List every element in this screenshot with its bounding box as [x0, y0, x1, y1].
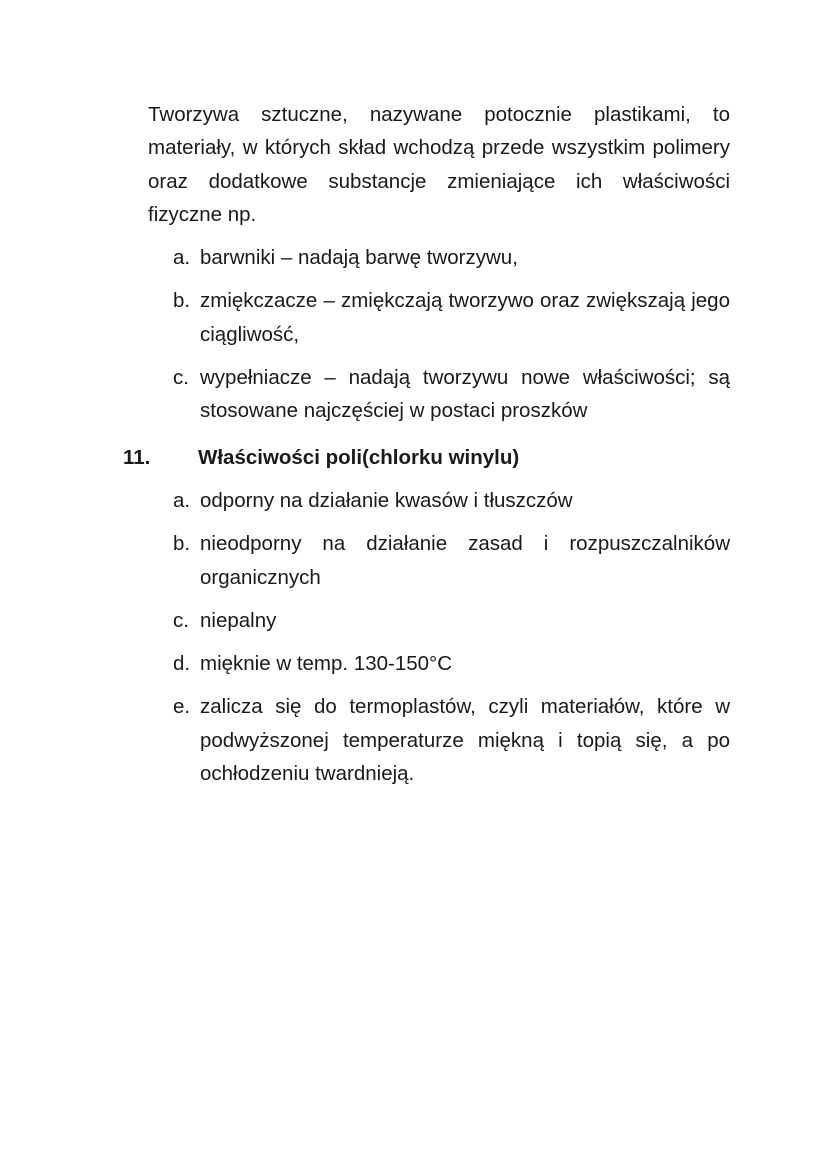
list-item-text: mięknie w temp. 130-150°C	[200, 652, 453, 676]
list-item-text: odporny na działanie kwasów i tłuszczów	[200, 489, 573, 512]
list-item	[173, 690, 730, 790]
list-marker: d.	[173, 652, 191, 676]
list-marker: e.	[173, 695, 191, 719]
list-item	[173, 241, 730, 274]
list-item-text: zalicza się do termoplastów, czyli materiałów, które w podwyższonej temperaturze miękną i topią się, a po ochłodzeniu twardnieją.	[200, 695, 730, 786]
list-item-text: wypełniacze – nadają tworzywu nowe właściwości; są stosowane najczęściej w postaci proszków	[200, 365, 730, 423]
section-title: Właściwości poli(chlorku winylu)	[198, 446, 520, 469]
list-item	[173, 604, 730, 637]
list-marker: a.	[173, 489, 191, 512]
list-marker: c.	[173, 365, 189, 389]
list-marker: b.	[173, 289, 191, 313]
list-item	[173, 361, 730, 428]
additives-list	[173, 241, 730, 437]
list-item	[173, 647, 730, 680]
list-marker: c.	[173, 608, 189, 632]
list-item-text: barwniki – nadają barwę tworzywu,	[200, 246, 518, 269]
list-item	[173, 284, 730, 351]
list-item-text: zmiękczacze – zmiękczają tworzywo oraz zwiększają jego ciągliwość,	[200, 289, 730, 346]
section-heading	[123, 441, 730, 474]
list-item	[173, 484, 730, 517]
intro-paragraph: Tworzywa sztuczne, nazywane potocznie plastikami, to materiały, w których skład wchodzą przede wszystkim polimery oraz dodatkowe substancje zmieniające ich właściwości fizyczne np.	[148, 103, 730, 226]
list-marker: b.	[173, 532, 191, 556]
list-marker: a.	[173, 246, 191, 269]
list-item	[173, 527, 730, 594]
list-item-text: nieodporny na działanie zasad i rozpuszczalników organicznych	[200, 532, 730, 589]
properties-list	[173, 484, 730, 800]
section-number: 11.	[123, 446, 151, 469]
list-item-text: niepalny	[200, 608, 277, 632]
